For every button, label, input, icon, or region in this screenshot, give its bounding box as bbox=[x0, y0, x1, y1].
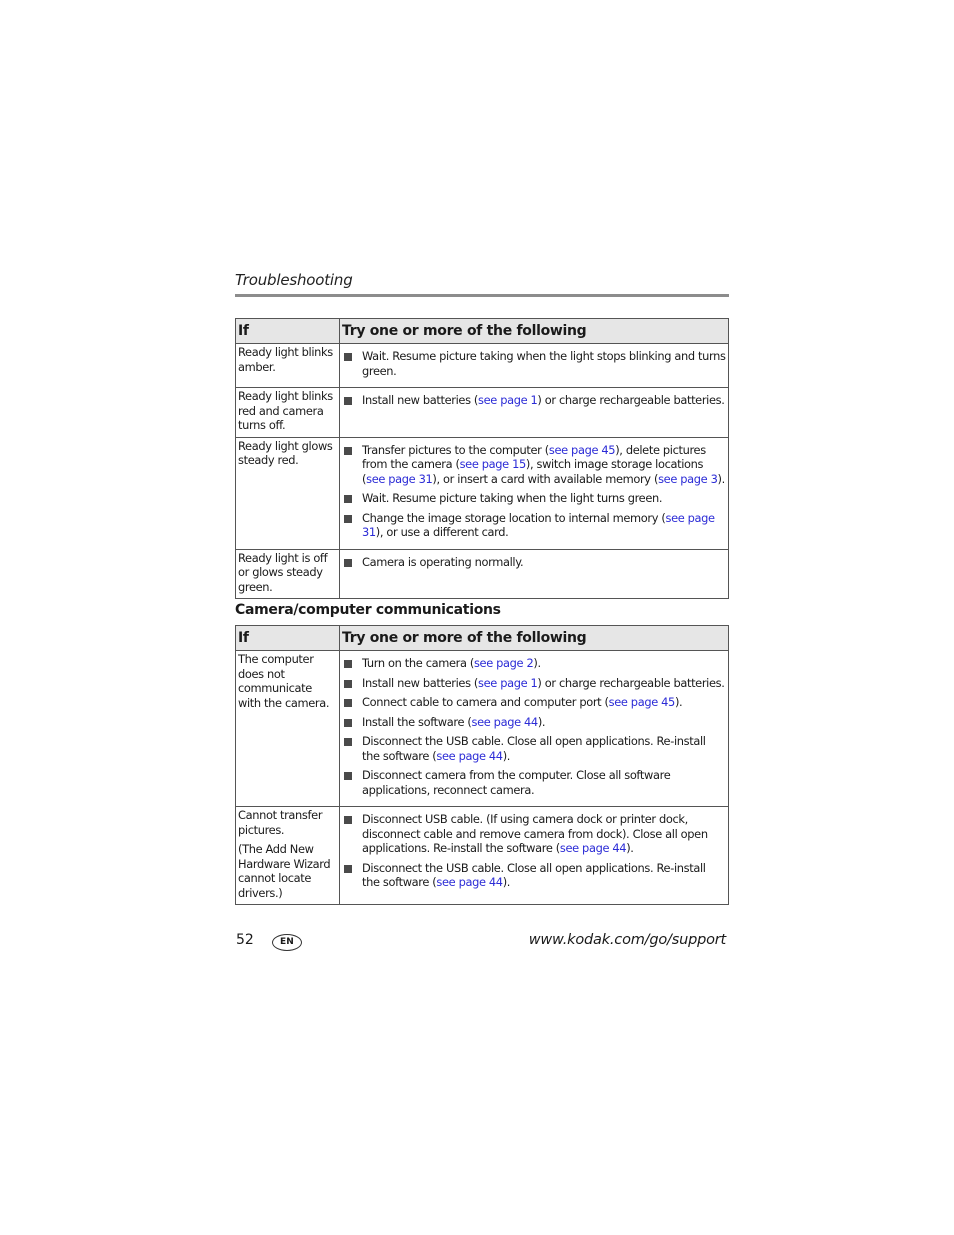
solution-text: Turn on the camera ( bbox=[362, 656, 474, 670]
column-header-if: If bbox=[236, 319, 340, 344]
solution-list bbox=[342, 443, 726, 540]
list-item bbox=[342, 511, 726, 540]
solution-text: ). bbox=[533, 656, 541, 670]
page-reference-link[interactable]: see page 45 bbox=[548, 442, 616, 457]
page-reference-link[interactable]: see page 44 bbox=[471, 714, 538, 729]
page-reference-link[interactable]: see page 44 bbox=[436, 875, 503, 889]
page-reference-link[interactable]: see page 2 bbox=[473, 656, 534, 670]
language-badge: EN bbox=[272, 934, 302, 951]
solution-text: ). bbox=[717, 471, 725, 486]
solution-text: Transfer pictures to the computer ( bbox=[362, 442, 549, 457]
condition-cell bbox=[236, 549, 340, 599]
page-reference-link[interactable]: see page 15 bbox=[459, 457, 526, 471]
list-item bbox=[342, 715, 726, 730]
square-bullet-icon bbox=[344, 816, 352, 824]
page-reference-link[interactable]: see page 45 bbox=[608, 695, 675, 709]
page-reference-link[interactable]: see page 1 bbox=[478, 393, 538, 407]
square-bullet-icon bbox=[344, 660, 352, 668]
ready-light-table bbox=[235, 318, 729, 599]
condition-cell bbox=[236, 344, 340, 388]
solution-text: Camera is operating normally. bbox=[362, 554, 524, 569]
column-header-try: Try one or more of the following bbox=[340, 626, 729, 651]
solution-text: Connect cable to camera and computer port ( bbox=[362, 695, 609, 709]
table-row bbox=[236, 807, 729, 905]
page-reference-link[interactable]: see page 44 bbox=[559, 841, 627, 855]
square-bullet-icon bbox=[344, 699, 352, 707]
page-reference-link[interactable]: see page 44 bbox=[436, 748, 503, 763]
solution-text: Change the image storage location to internal memory ( bbox=[362, 510, 666, 525]
condition-text: (The Add New Hardware Wizard cannot locate drivers.) bbox=[238, 842, 331, 900]
solution-text: ), delete pictures from the camera ( bbox=[362, 442, 706, 471]
page-number: 52 bbox=[236, 932, 254, 948]
table-header-row bbox=[236, 626, 729, 651]
solution-text: ). bbox=[626, 841, 634, 855]
square-bullet-icon bbox=[344, 353, 352, 361]
condition-text: Ready light glows steady red. bbox=[238, 438, 333, 467]
column-header-try: Try one or more of the following bbox=[340, 319, 729, 344]
solution-text: Wait. Resume picture taking when the light stops blinking and turns green. bbox=[362, 349, 726, 378]
condition-cell bbox=[236, 388, 340, 438]
table-row bbox=[236, 549, 729, 599]
solution-cell bbox=[340, 388, 729, 438]
table-row bbox=[236, 344, 729, 388]
solution-text: ). bbox=[502, 748, 511, 763]
square-bullet-icon bbox=[344, 772, 352, 780]
solution-text: Disconnect the USB cable. Close all open applications. Re-install the software ( bbox=[362, 860, 706, 889]
list-item bbox=[342, 734, 726, 763]
page-reference-link[interactable]: see page 3 bbox=[658, 471, 718, 486]
page-reference-link[interactable]: see page 1 bbox=[478, 675, 538, 690]
solution-text: Install new batteries ( bbox=[362, 675, 479, 690]
list-item bbox=[342, 443, 726, 487]
square-bullet-icon bbox=[344, 447, 352, 455]
square-bullet-icon bbox=[344, 719, 352, 727]
list-item bbox=[342, 812, 726, 856]
square-bullet-icon bbox=[344, 397, 352, 405]
solution-cell bbox=[340, 437, 729, 549]
page-reference-link[interactable]: see page 31 bbox=[362, 510, 715, 539]
solution-text: ), switch image storage locations ( bbox=[362, 457, 704, 486]
condition-cell bbox=[236, 651, 340, 807]
table-body bbox=[236, 651, 729, 905]
condition-text: Ready light blinks red and camera turns off. bbox=[238, 389, 333, 432]
solution-text: ), or use a different card. bbox=[375, 525, 509, 539]
solution-text: Disconnect camera from the computer. Close all software applications, reconnect camera. bbox=[362, 768, 671, 797]
list-item bbox=[342, 676, 726, 691]
list-item bbox=[342, 695, 726, 710]
condition-text: Cannot transfer pictures. bbox=[238, 808, 323, 837]
table-row bbox=[236, 388, 729, 438]
list-item bbox=[342, 555, 726, 570]
solution-cell bbox=[340, 549, 729, 599]
square-bullet-icon bbox=[344, 865, 352, 873]
solution-cell bbox=[340, 807, 729, 905]
square-bullet-icon bbox=[344, 559, 352, 567]
solution-cell bbox=[340, 651, 729, 807]
solution-text: ) or charge rechargeable batteries. bbox=[537, 393, 725, 407]
list-item bbox=[342, 861, 726, 890]
solution-text: Wait. Resume picture taking when the light turns green. bbox=[362, 491, 663, 505]
page-reference-link[interactable]: see page 31 bbox=[366, 471, 433, 486]
list-item bbox=[342, 393, 726, 408]
troubleshooting-page bbox=[235, 268, 729, 905]
condition-text: Ready light is off or glows steady green. bbox=[238, 550, 328, 594]
solution-text: Disconnect the USB cable. Close all open applications. Re-install the software ( bbox=[362, 734, 706, 763]
condition-text: Ready light blinks amber. bbox=[238, 345, 333, 374]
table-header-row bbox=[236, 319, 729, 344]
square-bullet-icon bbox=[344, 680, 352, 688]
solution-list bbox=[342, 349, 726, 378]
solution-list bbox=[342, 656, 726, 797]
support-url[interactable]: www.kodak.com/go/support bbox=[528, 932, 726, 948]
column-header-if: If bbox=[236, 626, 340, 651]
solution-text: ). bbox=[502, 875, 511, 889]
solution-list bbox=[342, 555, 726, 570]
solution-list bbox=[342, 393, 726, 408]
subsection-heading: Camera/computer communications bbox=[235, 602, 501, 618]
solution-text: Install the software ( bbox=[362, 714, 472, 729]
square-bullet-icon bbox=[344, 515, 352, 523]
list-item bbox=[342, 491, 726, 506]
solution-text: ), or insert a card with available memory ( bbox=[432, 471, 659, 486]
solution-text: ) or charge rechargeable batteries. bbox=[537, 675, 725, 690]
list-item bbox=[342, 768, 726, 797]
section-title: Troubleshooting bbox=[235, 271, 353, 289]
condition-cell bbox=[236, 807, 340, 905]
solution-cell bbox=[340, 344, 729, 388]
solution-list bbox=[342, 812, 726, 890]
table-row bbox=[236, 651, 729, 807]
list-item bbox=[342, 656, 726, 671]
table-body bbox=[236, 344, 729, 599]
page-footer bbox=[236, 930, 726, 954]
square-bullet-icon bbox=[344, 738, 352, 746]
spacer bbox=[235, 297, 729, 318]
solution-text: Install new batteries ( bbox=[362, 393, 479, 407]
solution-text: ). bbox=[537, 714, 546, 729]
list-item bbox=[342, 349, 726, 378]
condition-text: The computer does not communicate with the camera. bbox=[238, 652, 330, 710]
table-row bbox=[236, 437, 729, 549]
square-bullet-icon bbox=[344, 495, 352, 503]
solution-text: Disconnect USB cable. (If using camera dock or printer dock, disconnect cable and remove camera from dock). Close all open applications. Re-install the software ( bbox=[362, 812, 708, 855]
solution-text: ). bbox=[674, 695, 683, 709]
condition-cell bbox=[236, 437, 340, 549]
communications-table bbox=[235, 625, 729, 905]
